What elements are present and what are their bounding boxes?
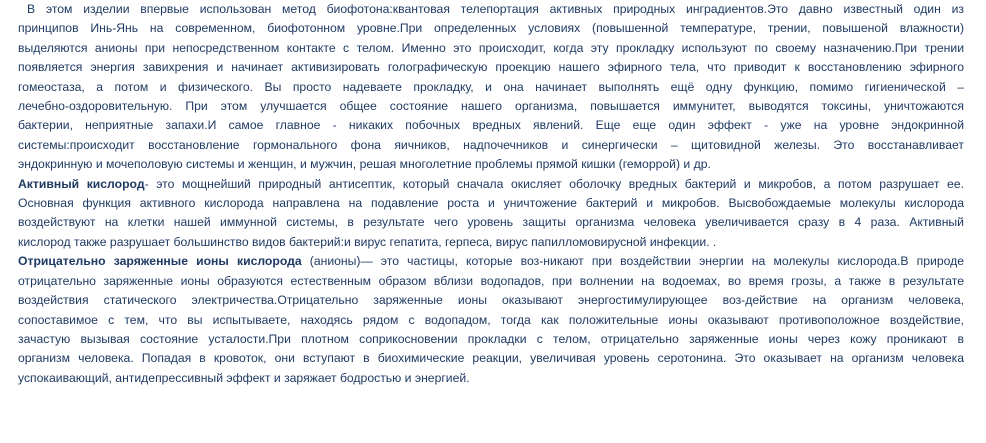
line-text: - это мощнейший природный антисептик, который сначала окисляет оболочку вредных бактерий и микробов, а потом разрушает ее. (144, 176, 964, 191)
text-line: зачастую вызывая состояние усталости.При плотном соприкосновении прокладки с телом, отрицательно заряженные ионы через кожу проникают в (18, 331, 964, 346)
text-line: сопоставимое с тем, что вы испытываете, находясь рядом с водопадом, тогда как положительные ионы оказывают противоположное воздействие, (18, 312, 964, 327)
text-line: отрицательно заряженные ионы образуются естественным образом вблизи водопадов, при волнении на водоемах, во время грозы, а также в результате (18, 273, 964, 288)
text-line: выделяются анионы при непосредственном контакте с телом. Именно это происходит, когда эту прокладку используют по своему назначению.При трении (18, 40, 964, 55)
term-negative-ions: Отрицательно заряженные ионы кислорода (18, 254, 302, 269)
text-line: бактерии, неприятные запахи.И самое главное - никаких побочных вредных явлений. Еще еще один эффект - уже на уровне эндокринной (18, 118, 964, 133)
term-active-oxygen: Активный кислород (18, 176, 145, 191)
text-line: системы:происходит восстановление гормонального фона яичников, надпочечников и синергически – щитовидной железы. Это восстанавливает (18, 137, 964, 152)
text-line: эндокринную и мочеполовую системы и женщин, и мужчин, решая многолетние проблемы прямой кишки (геморрой) и др. (18, 157, 711, 172)
text-line: воздействия статического электричества.Отрицательно заряженные ионы оказывают энергостимулирующее воз-действие на организм человека, (18, 293, 964, 308)
text-line: принципов Инь-Янь на современном, биофотонном уровне.При определенных условиях (повышенной температуре, трении, повышеной влажности) (18, 21, 964, 36)
text-line: В этом изделии впервые использован метод биофотона:квантовая телепортация активных природных инградиентов.Это давно известный один из (27, 2, 964, 16)
text-line: гомеостаза, а потом и физического. Вы просто надеваете прокладку, и она начинает выполнять ещё одну функцию, помимо гигиенической – (18, 79, 964, 94)
text-line: кислород также разрушает большинство видов бактерий:и вирус гепатита, герпеса, вирус папилломовирусной инфекции. . (18, 234, 717, 249)
text-line: лечебно-оздоровительную. При этом улучшается общее состояние нашего организма, повышается иммунитет, выводятся токсины, уничтожаются (18, 99, 964, 114)
paragraph-negative-ions (18, 252, 964, 388)
text-line (18, 175, 964, 194)
paragraph-biophoton (18, 0, 964, 175)
line-text: (анионы)— это частицы, которые воз-никают при воздействии энергии на молекулы кислорода.В природе (301, 254, 964, 269)
text-line: воздействуют на клетки нашей иммунной системы, в результате чего уровень защиты организма человека увеличивается сразу в 4 раза. Активный (18, 215, 964, 230)
paragraph-active-oxygen (18, 175, 964, 253)
text-line: организм человека. Попадая в кровоток, они вступают в биохимические реакции, увеличивая уровень серотонина. Это оказывает на организм человека (18, 351, 964, 366)
text-line: появляется энергия завихрения и начинает активизировать голографическую проекцию нашего эфирного тела, что приводит к восстановлению эфирного (18, 60, 964, 75)
text-line: Основная функция активного кислорода направлена на подавление роста и уничтожение бактерий и микробов. Высвобождаемые молекулы кислорода (18, 196, 964, 211)
text-line (18, 252, 964, 271)
text-line: успокаивающий, антидепрессивный эффект и заряжает бодростью и энергией. (18, 370, 470, 385)
